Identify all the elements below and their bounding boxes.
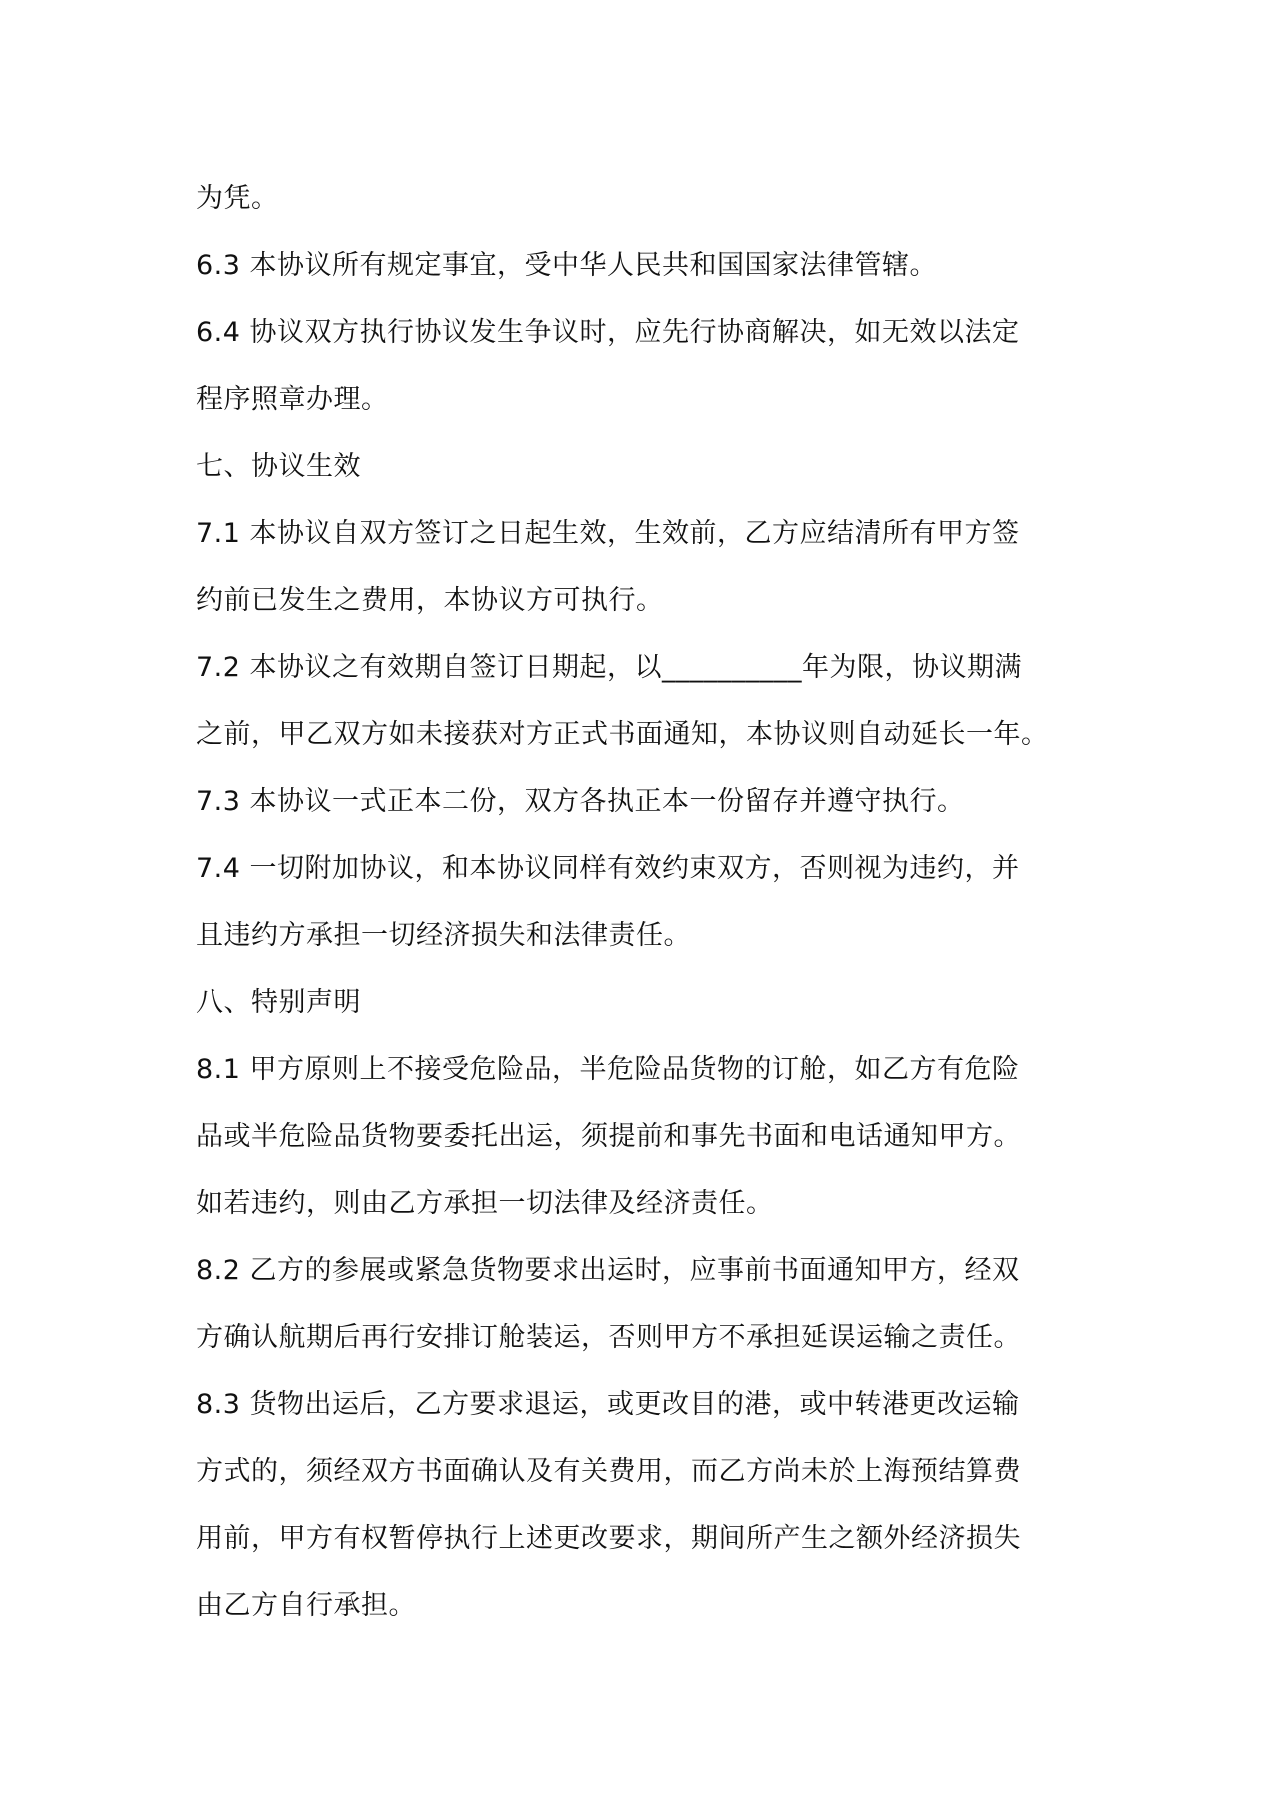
text-line: 方确认航期后再行安排订舱装运，否则甲方不承担延误运输之责任。 — [196, 1322, 1021, 1353]
clause-8-1: 8.1 甲方原则上不接受危险品，半危险品货物的订舱，如乙方有危险 — [196, 1054, 1020, 1085]
text-line: 约前已发生之费用，本协议方可执行。 — [196, 585, 664, 616]
section-heading-7: 七、协议生效 — [196, 451, 361, 482]
text-line: 程序照章办理。 — [196, 384, 389, 415]
document-body — [196, 165, 1096, 1639]
clause-6-3: 6.3 本协议所有规定事宜，受中华人民共和国国家法律管辖。 — [196, 250, 938, 281]
clause-7-2: 7.2 本协议之有效期自签订日期起，以__________年为限，协议期满 — [196, 652, 1023, 683]
text-line: 品或半危险品货物要委托出运，须提前和事先书面和电话通知甲方。 — [196, 1121, 1021, 1152]
text-line: 之前，甲乙双方如未接获对方正式书面通知，本协议则自动延长一年。 — [196, 719, 1049, 750]
clause-7-4: 7.4 一切附加协议，和本协议同样有效约束双方，否则视为违约，并 — [196, 853, 1020, 884]
text-line: 为凭。 — [196, 183, 279, 214]
clause-7-1: 7.1 本协议自双方签订之日起生效，生效前，乙方应结清所有甲方签 — [196, 518, 1020, 549]
clause-7-3: 7.3 本协议一式正本二份，双方各执正本一份留存并遵守执行。 — [196, 786, 965, 817]
text-line: 由乙方自行承担。 — [196, 1590, 416, 1621]
clause-8-2: 8.2 乙方的参展或紧急货物要求出运时，应事前书面通知甲方，经双 — [196, 1255, 1020, 1286]
clause-8-3: 8.3 货物出运后，乙方要求退运，或更改目的港，或中转港更改运输 — [196, 1389, 1020, 1420]
text-line: 用前，甲方有权暂停执行上述更改要求，期间所产生之额外经济损失 — [196, 1523, 1021, 1554]
text-line: 如若违约，则由乙方承担一切法律及经济责任。 — [196, 1188, 774, 1219]
text-line: 方式的，须经双方书面确认及有关费用，而乙方尚未於上海预结算费 — [196, 1456, 1021, 1487]
text-line: 且违约方承担一切经济损失和法律责任。 — [196, 920, 691, 951]
clause-6-4: 6.4 协议双方执行协议发生争议时，应先行协商解决，如无效以法定 — [196, 317, 1020, 348]
section-heading-8: 八、特别声明 — [196, 987, 361, 1018]
